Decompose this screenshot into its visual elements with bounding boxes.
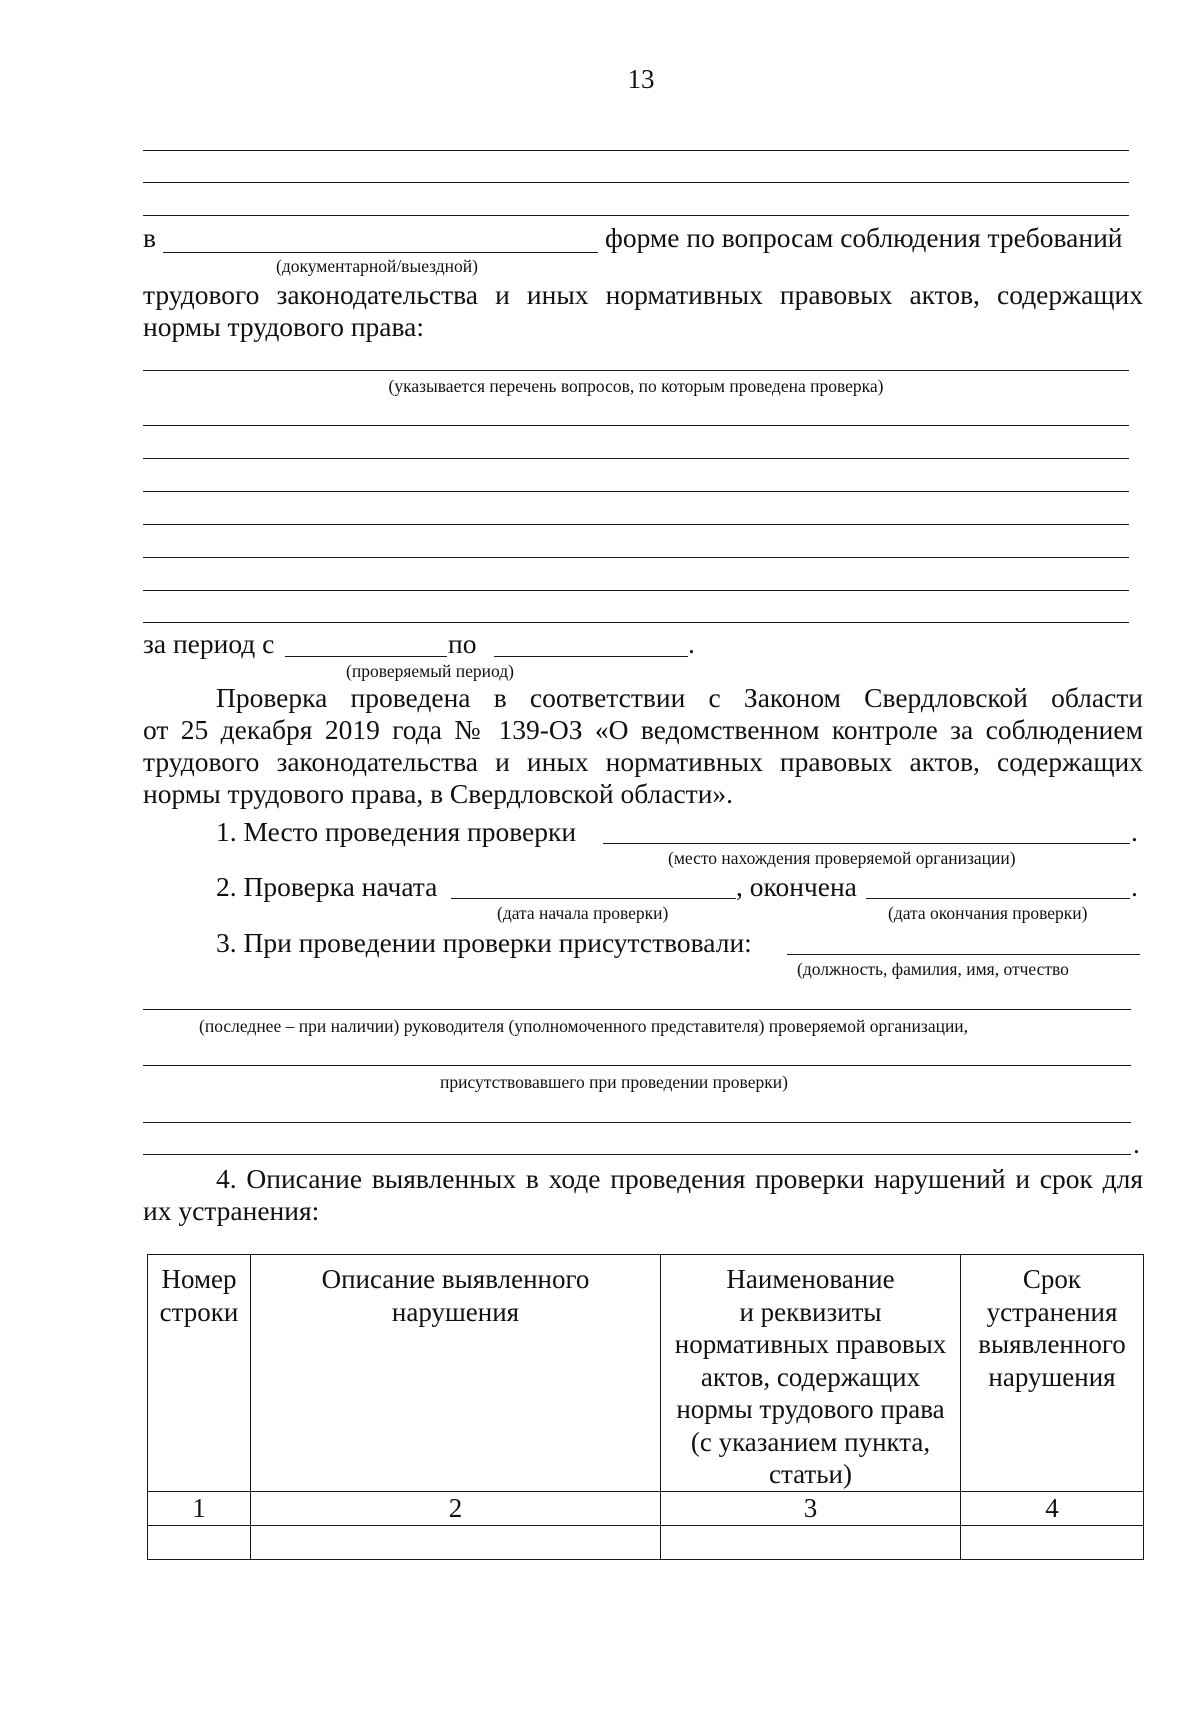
header-text: и реквизиты	[739, 1296, 882, 1327]
item1-blank[interactable]	[603, 843, 1130, 844]
violations-table	[147, 1254, 1144, 1560]
item1-caption: (место нахождения проверяемой организации)	[668, 848, 1016, 868]
form-suffix: форме по вопросам соблюдения требований	[605, 222, 1123, 253]
header-description	[251, 1255, 661, 1492]
item4-line-2: их устранения:	[143, 1195, 320, 1226]
item3-end: .	[1133, 1128, 1140, 1159]
blank-line[interactable]	[143, 590, 1129, 591]
item2-end: .	[1131, 871, 1138, 902]
header-text: Наименование	[726, 1264, 895, 1294]
blank-line[interactable]	[143, 1065, 1131, 1066]
blank-line	[143, 182, 1129, 183]
law-line-3: трудового законодательства и иных нормативных правовых актов, содержащих	[143, 746, 1143, 777]
subject-line-1: трудового законодательства и иных нормативных правовых актов, содержащих	[143, 279, 1143, 310]
blank-line[interactable]	[143, 425, 1129, 426]
item1-end: .	[1131, 816, 1138, 847]
header-text: (с указанием пункта,	[690, 1426, 931, 1457]
period-end: .	[688, 628, 695, 659]
form-prefix: в	[143, 222, 156, 253]
header-text: Номер	[161, 1264, 237, 1294]
col-number: 4	[961, 1491, 1144, 1525]
questions-line[interactable]	[143, 370, 1129, 371]
header-text: Описание выявленного	[321, 1264, 590, 1294]
item3-caption-2: (последнее – при наличии) руководителя (уполномоченного представителя) проверяемой организации,	[199, 1016, 969, 1036]
blank-line[interactable]	[143, 1122, 1131, 1123]
table-row	[148, 1525, 1144, 1559]
empty-cell[interactable]	[661, 1525, 961, 1559]
header-text: строки	[159, 1296, 239, 1327]
header-legal-acts	[661, 1255, 961, 1492]
form-type-blank[interactable]	[163, 252, 598, 253]
item2-caption-start: (дата начала проверки)	[497, 903, 669, 923]
item1-label: 1. Место проведения проверки	[216, 816, 577, 847]
item3-caption-3: присутствовавшего при проведении проверки)	[440, 1072, 788, 1092]
blank-line[interactable]	[143, 458, 1129, 459]
item3-label: 3. При проведении проверки присутствовали:	[216, 927, 752, 958]
blank-line[interactable]	[143, 557, 1129, 558]
period-to-label: по	[448, 628, 477, 659]
header-text: выявленного	[978, 1329, 1126, 1359]
blank-line[interactable]	[143, 1154, 1131, 1155]
blank-line	[143, 150, 1129, 151]
subject-line-2: нормы трудового права:	[143, 311, 424, 342]
blank-line[interactable]	[143, 622, 1129, 623]
header-text: нормы трудового права	[676, 1394, 945, 1424]
law-line-2: от 25 декабря 2019 года № 139-ОЗ «О ведомственном контроле за соблюдением	[143, 714, 1143, 745]
empty-cell[interactable]	[251, 1525, 661, 1559]
blank-line[interactable]	[143, 1009, 1131, 1010]
item2-middle: , окончена	[736, 871, 857, 902]
item2-start-blank[interactable]	[451, 898, 736, 899]
header-deadline	[961, 1255, 1144, 1492]
law-line-1: Проверка проведена в соответствии с Законом Свердловской области	[216, 682, 1143, 713]
table-number-row	[148, 1491, 1144, 1525]
header-text: нарушения	[988, 1361, 1116, 1392]
header-text: устранения	[986, 1296, 1118, 1327]
item3-blank[interactable]	[787, 954, 1140, 955]
empty-cell[interactable]	[961, 1525, 1144, 1559]
period-to-blank[interactable]	[494, 656, 688, 657]
item2-label: 2. Проверка начата	[216, 871, 438, 902]
header-row-number	[148, 1255, 251, 1492]
blank-line[interactable]	[143, 524, 1129, 525]
header-text: актов, содержащих	[700, 1361, 921, 1392]
item3-caption-1: (должность, фамилия, имя, отчество	[797, 959, 1069, 979]
header-text: статьи)	[769, 1459, 852, 1489]
col-number: 2	[251, 1491, 661, 1525]
blank-line	[143, 215, 1129, 216]
period-from-blank[interactable]	[285, 656, 447, 657]
page-number: 13	[627, 64, 655, 94]
item2-end-blank[interactable]	[866, 898, 1130, 899]
blank-line[interactable]	[143, 491, 1129, 492]
law-line-4: нормы трудового права, в Свердловской области».	[143, 778, 734, 809]
item2-caption-end: (дата окончания проверки)	[888, 903, 1088, 923]
form-type-caption: (документарной/выездной)	[276, 256, 478, 276]
period-caption: (проверяемый период)	[346, 661, 514, 681]
header-text: нормативных правовых	[674, 1329, 947, 1359]
empty-cell[interactable]	[148, 1525, 251, 1559]
item4-line-1: 4. Описание выявленных в ходе проведения проверки нарушений и срок для	[216, 1163, 1143, 1194]
col-number: 3	[661, 1491, 961, 1525]
table-header-row	[148, 1255, 1144, 1492]
header-text: нарушения	[391, 1296, 520, 1327]
period-from-label: за период с	[143, 628, 275, 659]
col-number: 1	[148, 1491, 251, 1525]
questions-caption: (указывается перечень вопросов, по которым проведена проверка)	[388, 376, 884, 396]
header-text: Срок	[1022, 1264, 1082, 1294]
